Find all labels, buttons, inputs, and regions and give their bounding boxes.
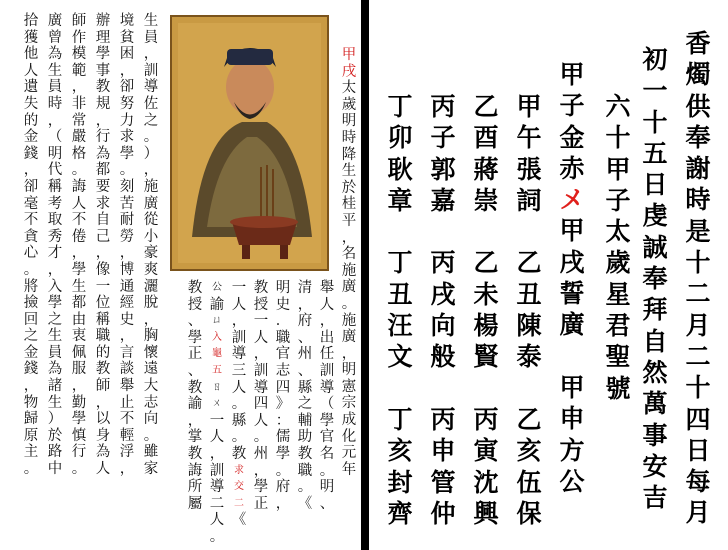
left-text-column-12: 師 作 模 範 ， 非 常 嚴 格 。 誨 人 不 倦 ， 學 生 都 由 衷 佩 服 ， 勤 學 慎 行 。 <box>71 13 87 478</box>
right-text-column-7: 丙 子 郭 嘉 丙 戌 向 般 丙 申 管 仲 <box>430 92 456 528</box>
right-text-column-8: 丁 卯 耿 章 丁 丑 汪 文 丁 亥 封 齊 <box>387 92 413 528</box>
left-text-column-14: 拾 獲 他 人 遺 失 的 金 錢 ， 卻 毫 不 貪 心 。 將 撿 回 之 金 錢 ， 物 歸 原 主 。 <box>23 13 39 478</box>
left-text-column-2: 舉 人 ， 出 任 訓 導 （ 學 官 名 。 明 、 <box>319 280 335 512</box>
scholar-portrait-image <box>170 15 329 271</box>
left-text-column-7: 公 諭 ㄩ 入 龜 五 ㄖ ㄨ 一 人 ， 訓 導 二 人 。 <box>209 282 225 545</box>
left-text-column-4: 明 史 ． 職 官 志 四 》 ： 儒 學 。 府 ， <box>275 280 291 512</box>
right-page <box>369 0 728 550</box>
left-text-column-13: 廣 曾 為 生 員 時 ， （ 明 代 稱 考 取 秀 才 ， 入 學 之 生 員 為 諸 生 ） 於 路 中 <box>47 13 63 478</box>
left-text-column-11: 辦 理 學 事 教 規 ， 行 為 都 要 求 自 己 ， 像 一 位 稱 職 的 教 師 ， 以 身 為 人 <box>95 13 111 478</box>
right-text-column-5: 甲 午 張 詞 乙 丑 陳 泰 乙 亥 伍 保 <box>516 92 542 528</box>
mark-x-icon: メ <box>559 185 585 215</box>
right-text-column-6: 乙 酉 蔣 崇 乙 未 楊 賢 丙 寅 沈 興 <box>473 92 499 528</box>
left-text-column-6: 一 人 ， 訓 導 三 人 。 縣 。 教 求 交 二 《 <box>231 280 247 529</box>
year-label-char-2: 戌 <box>341 63 357 80</box>
scholar-portrait-icon <box>172 17 327 269</box>
left-text-column-9: 生 員 ， 訓 導 佐 之 。 ） ， 施 廣 從 小 豪 爽 灑 脫 ， 胸 懷 遠 大 志 向 。 雖 家 <box>143 13 159 478</box>
left-text-column-3: 清 ， 府 、 州 、 縣 之 輔 助 教 職 。 《 <box>297 280 313 512</box>
right-text-column-4: 甲 子 金 赤 メ 甲 戌 誓 廣 甲 申 方 公 <box>557 59 587 497</box>
right-text-column-1: 香 燭 供 奉 謝 時 是 十 二 月 二 十 四 日 每 月 <box>685 29 711 528</box>
left-text-column-10: 境 貧 困 ， 卻 努 力 求 學 。 刻 苦 耐 勞 ， 博 通 經 史 ， 言 談 舉 止 不 輕 浮 ， <box>119 13 135 478</box>
right-text-column-2: 初 一 十 五 日 虔 誠 奉 拜 自 然 萬 事 安 吉 <box>642 45 668 513</box>
left-text-column-5: 教 授 一 人 ， 訓 導 四 人 。 州 ， 學 正 <box>253 280 269 512</box>
left-page <box>0 0 361 550</box>
right-text-column-3: 六 十 甲 子 太 歲 星 君 聖 號 <box>605 92 631 403</box>
left-text-column-8: 教 授 、 學 正 、 教 諭 ， 掌 教 誨 所 屬 <box>187 280 203 512</box>
year-label-char-1: 甲 <box>341 47 357 63</box>
left-text-column-1: 甲 戌 太 歲 明 時 降 生 於 桂 平 ， 名 施 廣 。 施 廣 ， 明 憲 宗 成 化 元 年 <box>341 47 357 478</box>
